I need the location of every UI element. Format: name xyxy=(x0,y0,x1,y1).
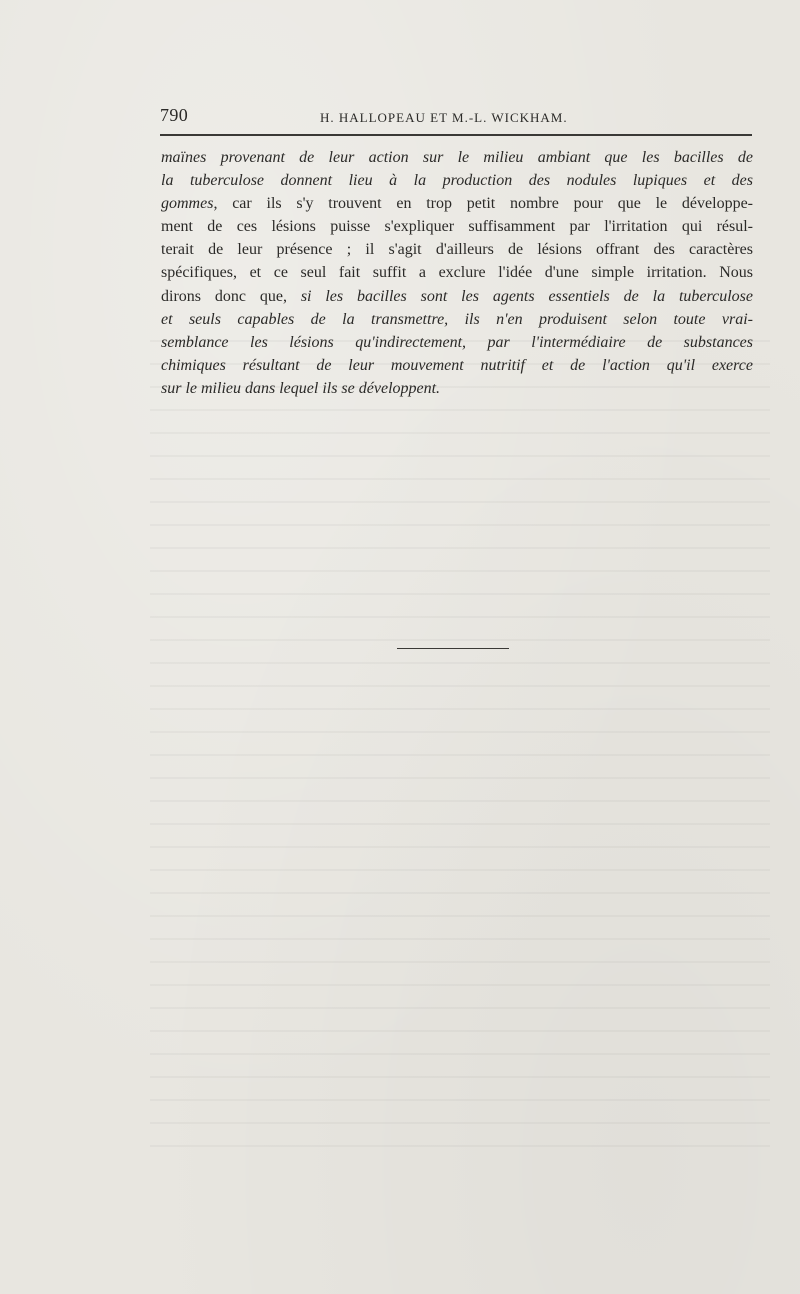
italic-text: la tuberculose donnent lieu à la production des nodules lupiques et des xyxy=(161,172,753,190)
section-end-rule xyxy=(397,648,509,649)
text-line xyxy=(161,377,753,400)
roman-text: ment de ces lésions puisse s'expliquer suffisamment par l'irritation qui résul- xyxy=(161,218,753,236)
italic-text: semblance les lésions qu'indirectement, par l'intermédiaire de substances xyxy=(161,333,753,351)
roman-text: dirons donc que, xyxy=(161,287,301,305)
running-head xyxy=(160,96,750,126)
page-number: 790 xyxy=(160,105,189,125)
roman-text: , car ils s'y trouvent en trop petit nombre pour que le développe- xyxy=(213,195,753,213)
body-paragraph xyxy=(161,146,753,400)
roman-text: terait de leur présence ; il s'agit d'ailleurs de lésions offrant des caractères xyxy=(161,241,753,259)
italic-text: et seuls capables de la transmettre, ils n'en produisent selon toute vrai- xyxy=(161,310,753,328)
roman-text: spécifiques, et ce seul fait suffit a exclure l'idée d'une simple irritation. Nous xyxy=(161,264,753,282)
text-line xyxy=(161,261,753,284)
text-line xyxy=(161,192,753,215)
running-title: H. HALLOPEAU ET M.-L. WICKHAM. xyxy=(320,110,568,125)
italic-text: si les bacilles sont les agents essentiels de la tuberculose xyxy=(300,287,753,305)
text-line xyxy=(161,146,753,169)
text-line xyxy=(161,308,753,331)
text-line xyxy=(161,169,753,192)
bleed-through-texture xyxy=(150,340,770,1160)
text-line xyxy=(161,215,753,238)
italic-text: sur le milieu dans lequel ils se développent. xyxy=(161,379,441,397)
text-line xyxy=(161,331,753,354)
text-line xyxy=(161,285,753,308)
text-line xyxy=(161,238,753,261)
header-rule xyxy=(160,134,752,136)
italic-text: gommes xyxy=(161,195,214,213)
text-line xyxy=(161,354,753,377)
italic-text: chimiques résultant de leur mouvement nutritif et de l'action qu'il exerce xyxy=(161,356,753,374)
italic-text: maïnes provenant de leur action sur le milieu ambiant que les bacilles de xyxy=(161,149,753,166)
